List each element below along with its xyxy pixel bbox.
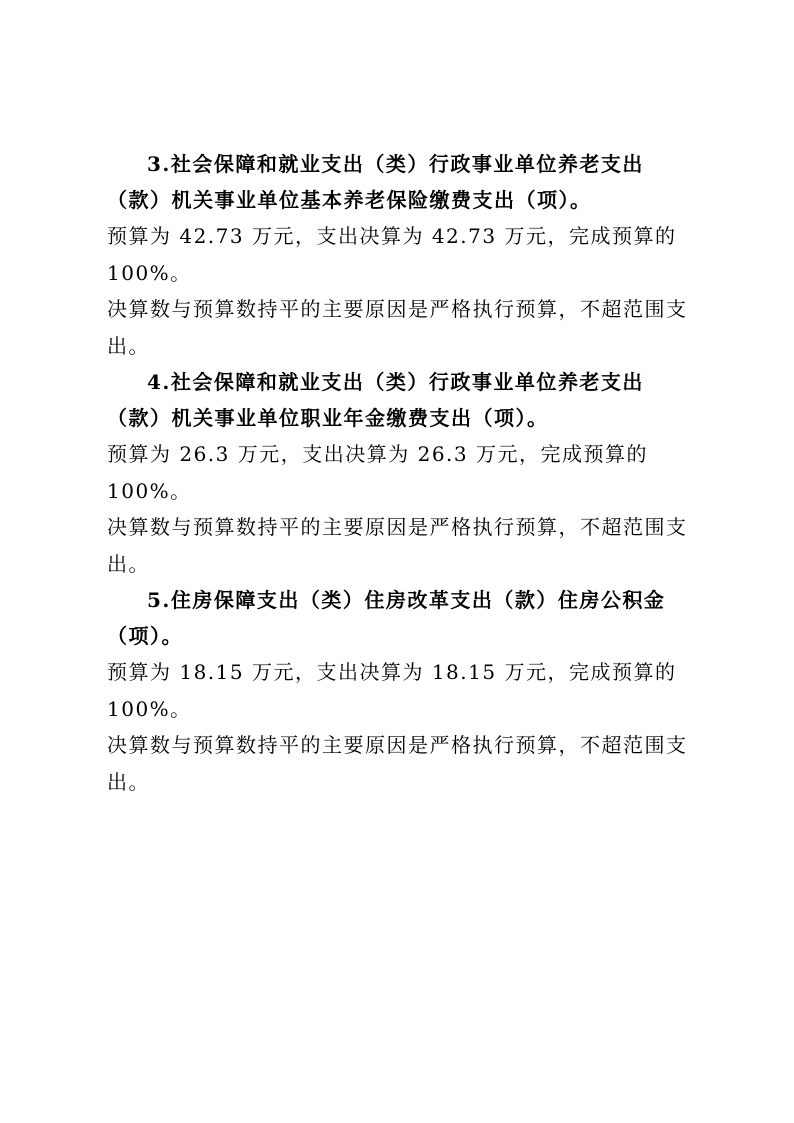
document-page bbox=[107, 146, 697, 800]
section-heading: 5.住房保障支出（类）住房改革支出（款）住房公积金（项）。 bbox=[107, 588, 666, 648]
budget-line: 预算为 18.15 万元，支出决算为 18.15 万元，完成预算的 100%。 bbox=[107, 660, 677, 721]
expenditure-section-4 bbox=[107, 364, 697, 582]
budget-line: 预算为 26.3 万元，支出决算为 26.3 万元，完成预算的 100%。 bbox=[107, 442, 648, 503]
reason-text: 决算数与预算数持平的主要原因是严格执行预算，不超范围支出。 bbox=[107, 733, 688, 794]
reason-text: 决算数与预算数持平的主要原因是严格执行预算，不超范围支出。 bbox=[107, 515, 688, 576]
section-heading: 3.社会保障和就业支出（类）行政事业单位养老支出（款）机关事业单位基本养老保险缴费支出（项）。 bbox=[107, 152, 644, 212]
expenditure-section-3 bbox=[107, 146, 697, 364]
section-heading: 4.社会保障和就业支出（类）行政事业单位养老支出（款）机关事业单位职业年金缴费支出（项）。 bbox=[107, 370, 644, 430]
reason-text: 决算数与预算数持平的主要原因是严格执行预算，不超范围支出。 bbox=[107, 297, 688, 358]
budget-line: 预算为 42.73 万元，支出决算为 42.73 万元，完成预算的 100%。 bbox=[107, 224, 677, 285]
expenditure-section-5 bbox=[107, 582, 697, 800]
